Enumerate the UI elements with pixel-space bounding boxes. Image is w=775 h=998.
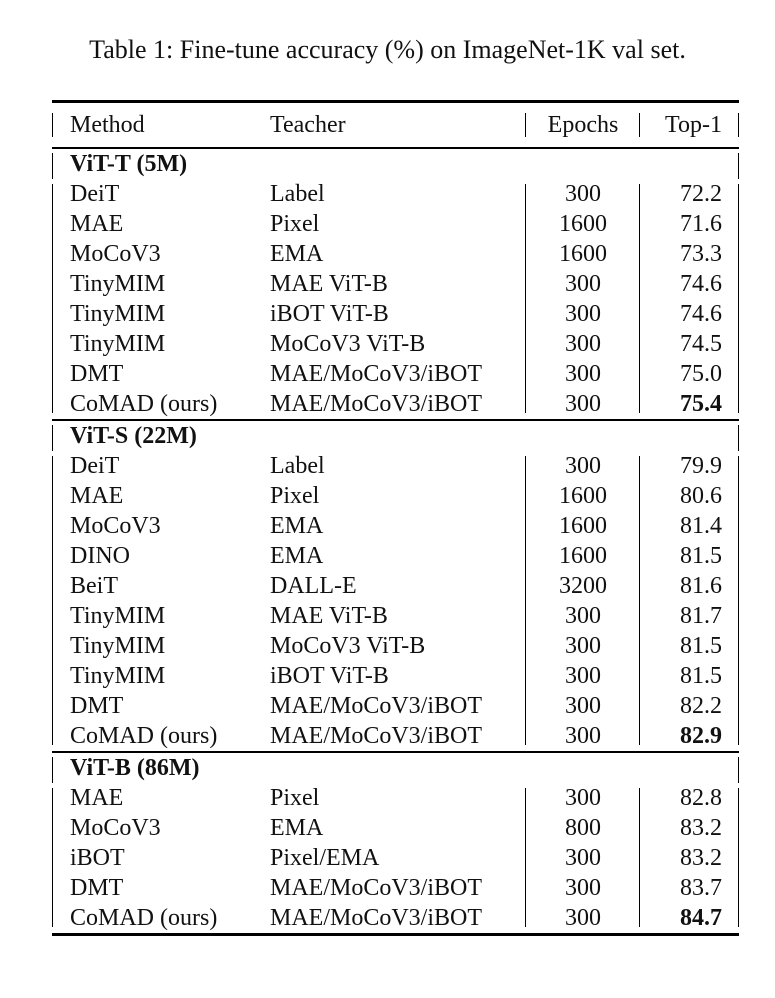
table-header-row (52, 103, 739, 149)
table-row (52, 511, 739, 541)
cell-method: TinyMIM (70, 603, 166, 629)
cell-teacher: Pixel (270, 483, 320, 509)
cell-teacher: MAE/MoCoV3/iBOT (270, 875, 483, 901)
table-row (52, 873, 739, 903)
cell-teacher: MoCoV3 ViT-B (270, 331, 426, 357)
cell-method: MoCoV3 (70, 513, 161, 539)
cell-method: MAE (70, 211, 124, 237)
cell-teacher: MAE/MoCoV3/iBOT (270, 693, 483, 719)
cell-teacher: Label (270, 181, 325, 207)
cell-method: DMT (70, 693, 124, 719)
cell-epochs: 300 (565, 453, 601, 479)
cell-teacher: MAE/MoCoV3/iBOT (270, 723, 483, 749)
cell-top1: 75.0 (680, 361, 722, 387)
table-body (52, 149, 739, 933)
cell-teacher: Pixel (270, 211, 320, 237)
cell-epochs: 300 (565, 905, 601, 931)
cell-teacher: DALL-E (270, 573, 357, 599)
cell-method: DeiT (70, 181, 120, 207)
cell-top1: 73.3 (680, 241, 722, 267)
table-row (52, 721, 739, 751)
cell-method: DMT (70, 875, 124, 901)
header-teacher: Teacher (270, 112, 346, 138)
cell-top1: 83.7 (680, 875, 722, 901)
cell-epochs: 300 (565, 361, 601, 387)
cell-teacher: EMA (270, 241, 324, 267)
table-row (52, 631, 739, 661)
cell-top1: 83.2 (680, 815, 722, 841)
cell-teacher: MAE/MoCoV3/iBOT (270, 361, 483, 387)
cell-epochs: 300 (565, 845, 601, 871)
cell-method: DINO (70, 543, 130, 569)
cell-top1: 74.6 (680, 271, 722, 297)
cell-top1: 71.6 (680, 211, 722, 237)
cell-method: CoMAD (ours) (70, 391, 218, 417)
cell-top1: 80.6 (680, 483, 722, 509)
header-top1: Top-1 (665, 112, 722, 138)
cell-top1: 82.8 (680, 785, 722, 811)
cell-epochs: 300 (565, 663, 601, 689)
cell-teacher: iBOT ViT-B (270, 301, 389, 327)
cell-epochs: 300 (565, 181, 601, 207)
cell-teacher: MAE ViT-B (270, 271, 388, 297)
table-row (52, 269, 739, 299)
cell-epochs: 300 (565, 875, 601, 901)
table-row (52, 481, 739, 511)
cell-teacher: MoCoV3 ViT-B (270, 633, 426, 659)
cell-top1: 84.7 (680, 905, 722, 931)
cell-top1: 81.5 (680, 543, 722, 569)
cell-method: MoCoV3 (70, 241, 161, 267)
section-title: ViT-S (22M) (70, 423, 197, 449)
cell-epochs: 800 (565, 815, 601, 841)
table-row (52, 359, 739, 389)
cell-epochs: 1600 (559, 241, 607, 267)
cell-top1: 79.9 (680, 453, 722, 479)
table-row (52, 691, 739, 721)
cell-top1: 81.4 (680, 513, 722, 539)
cell-teacher: MAE/MoCoV3/iBOT (270, 905, 483, 931)
table-row (52, 299, 739, 329)
cell-method: TinyMIM (70, 633, 166, 659)
header-method: Method (70, 112, 145, 138)
table-row (52, 239, 739, 269)
cell-method: MAE (70, 785, 124, 811)
cell-top1: 83.2 (680, 845, 722, 871)
table-row (52, 329, 739, 359)
cell-top1: 82.2 (680, 693, 722, 719)
cell-top1: 74.5 (680, 331, 722, 357)
cell-method: CoMAD (ours) (70, 723, 218, 749)
table-row (52, 209, 739, 239)
section-title: ViT-B (86M) (70, 755, 200, 781)
cell-epochs: 300 (565, 271, 601, 297)
cell-teacher: Pixel (270, 785, 320, 811)
cell-epochs: 300 (565, 723, 601, 749)
cell-top1: 74.6 (680, 301, 722, 327)
table-row (52, 661, 739, 691)
cell-method: CoMAD (ours) (70, 905, 218, 931)
cell-teacher: MAE ViT-B (270, 603, 388, 629)
table-row (52, 843, 739, 873)
cell-teacher: EMA (270, 513, 324, 539)
cell-teacher: EMA (270, 543, 324, 569)
cell-method: MoCoV3 (70, 815, 161, 841)
cell-top1: 75.4 (680, 391, 722, 417)
cell-top1: 81.5 (680, 633, 722, 659)
cell-method: TinyMIM (70, 663, 166, 689)
table-row (52, 541, 739, 571)
table-row (52, 903, 739, 933)
table-row (52, 571, 739, 601)
cell-epochs: 1600 (559, 483, 607, 509)
cell-epochs: 1600 (559, 543, 607, 569)
cell-teacher: MAE/MoCoV3/iBOT (270, 391, 483, 417)
cell-teacher: iBOT ViT-B (270, 663, 389, 689)
table-row (52, 783, 739, 813)
cell-top1: 72.2 (680, 181, 722, 207)
table-row (52, 601, 739, 631)
table-row (52, 389, 739, 419)
cell-method: DeiT (70, 453, 120, 479)
cell-epochs: 300 (565, 633, 601, 659)
cell-epochs: 300 (565, 391, 601, 417)
section-title-row (52, 419, 739, 451)
cell-top1: 81.6 (680, 573, 722, 599)
cell-top1: 81.5 (680, 663, 722, 689)
cell-method: BeiT (70, 573, 118, 599)
cell-teacher: EMA (270, 815, 324, 841)
cell-top1: 82.9 (680, 723, 722, 749)
results-table (52, 100, 739, 936)
cell-method: iBOT (70, 845, 125, 871)
section-title: ViT-T (5M) (70, 151, 188, 177)
table-row (52, 813, 739, 843)
cell-teacher: Pixel/EMA (270, 845, 380, 871)
cell-epochs: 3200 (559, 573, 607, 599)
cell-epochs: 300 (565, 603, 601, 629)
cell-teacher: Label (270, 453, 325, 479)
header-epochs: Epochs (547, 112, 619, 138)
cell-epochs: 300 (565, 693, 601, 719)
cell-epochs: 300 (565, 331, 601, 357)
cell-epochs: 1600 (559, 513, 607, 539)
cell-method: MAE (70, 483, 124, 509)
cell-method: TinyMIM (70, 331, 166, 357)
table-row (52, 179, 739, 209)
table-row (52, 451, 739, 481)
cell-epochs: 1600 (559, 211, 607, 237)
section-title-row (52, 149, 739, 179)
table-caption: Table 1: Fine-tune accuracy (%) on ImageNet-1K val set. (89, 35, 686, 64)
cell-epochs: 300 (565, 301, 601, 327)
cell-epochs: 300 (565, 785, 601, 811)
cell-top1: 81.7 (680, 603, 722, 629)
cell-method: DMT (70, 361, 124, 387)
cell-method: TinyMIM (70, 271, 166, 297)
cell-method: TinyMIM (70, 301, 166, 327)
section-title-row (52, 751, 739, 783)
